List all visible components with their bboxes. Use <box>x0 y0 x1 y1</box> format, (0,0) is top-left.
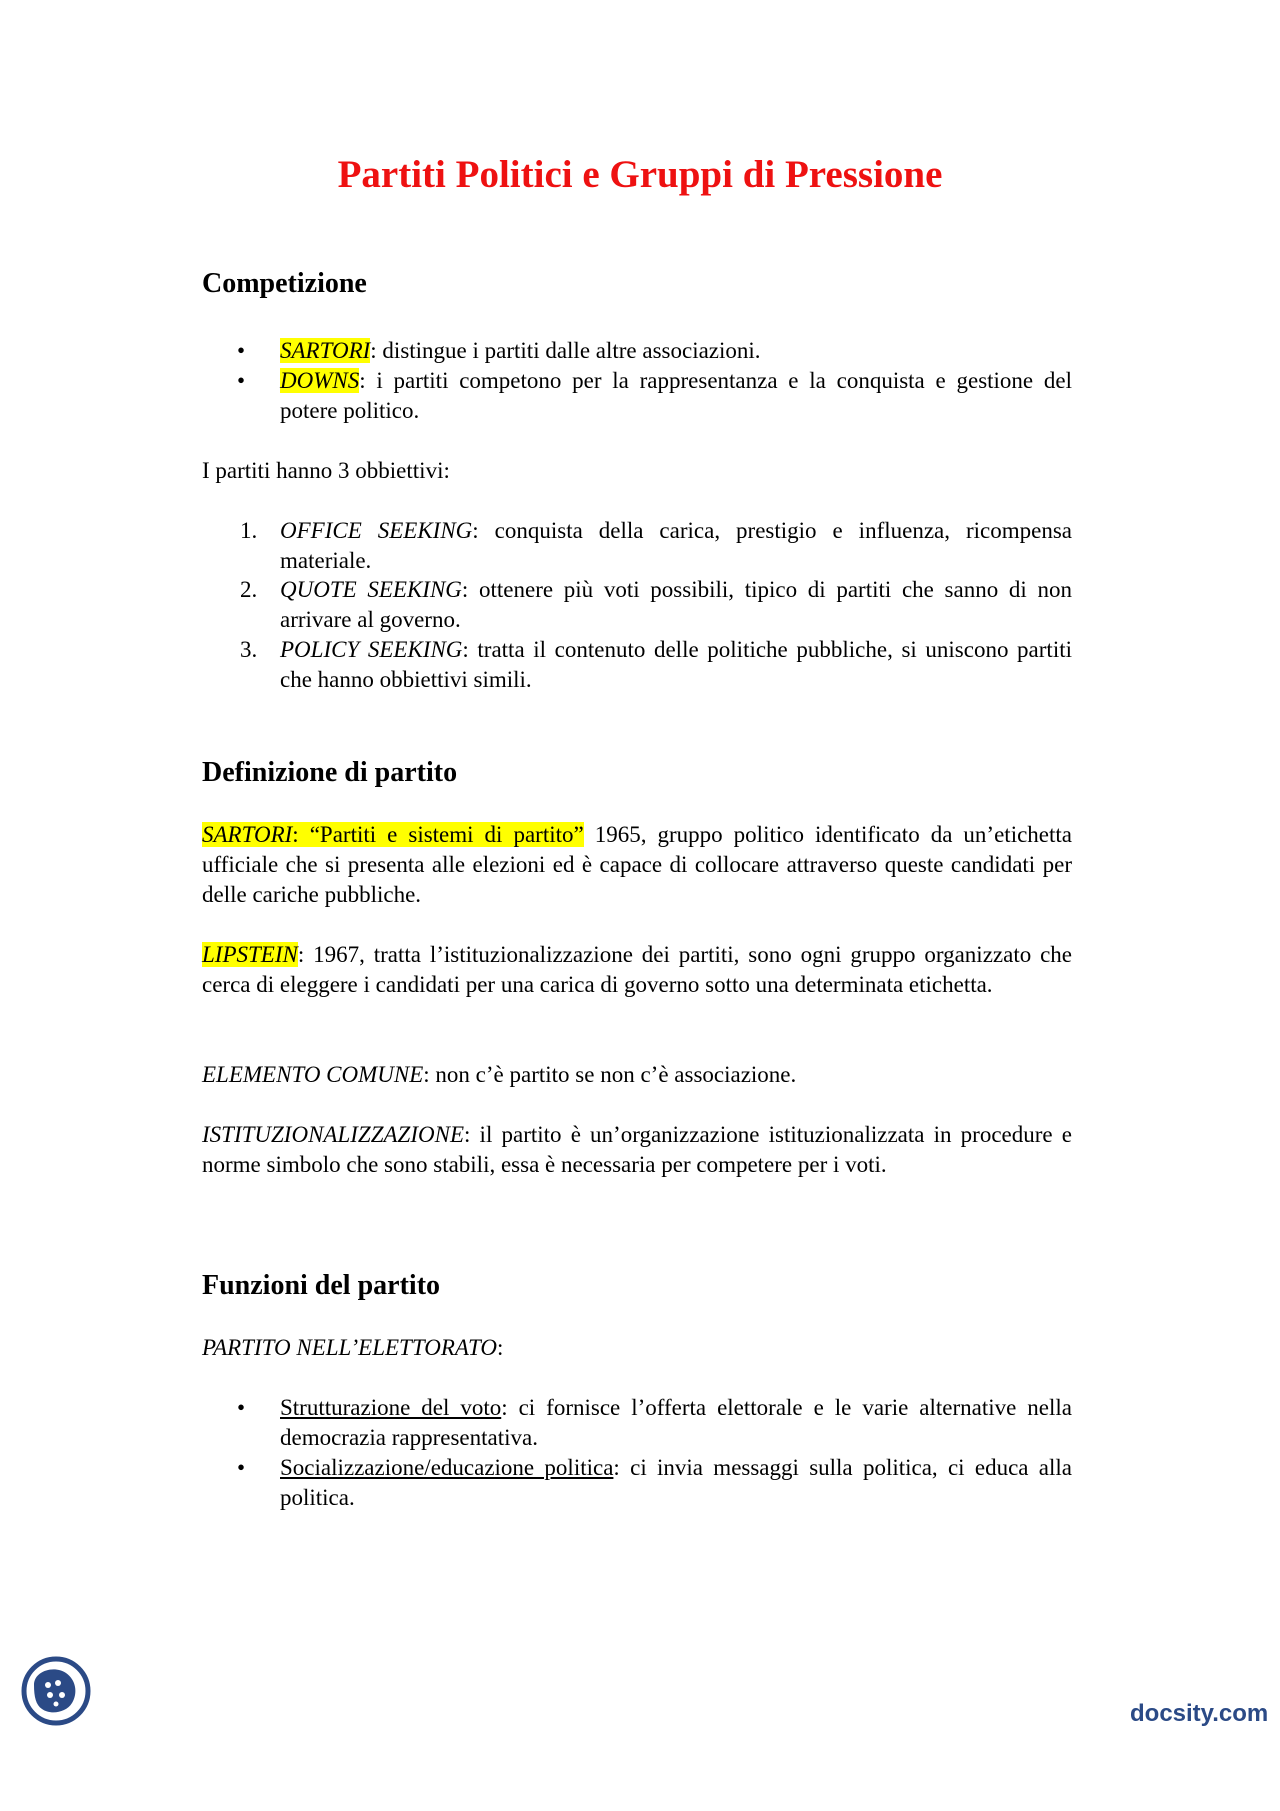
function-term: Socializzazione/educazione politica <box>280 1455 614 1480</box>
paragraph-text: : il partito è un’organizzazione istituzionalizzata in procedure e norme simbolo che sono stabili, essa è necessaria per competere per i voti. <box>202 1122 1072 1177</box>
paragraph-text: : non c’è partito se non c’è associazione. <box>423 1062 797 1087</box>
list-item <box>280 336 1072 366</box>
list-number: 2. <box>240 577 258 602</box>
objective-text: : ottenere più voti possibili, tipico di partiti che sanno di non arrivare al governo. <box>280 577 1072 632</box>
list-item <box>280 575 1072 635</box>
subheading-text: PARTITO NELL’ELETTORATO <box>202 1335 498 1360</box>
bullet-marker: • <box>237 1455 246 1480</box>
bullet-text: : distingue i partiti dalle altre associazioni. <box>370 338 761 363</box>
author-name: LIPSTEIN <box>202 942 298 967</box>
list-number: 3. <box>240 637 258 662</box>
objective-text: : conquista della carica, prestigio e influenza, ricompensa materiale. <box>280 518 1072 573</box>
term-name: ELEMENTO COMUNE <box>202 1062 424 1087</box>
author-name: DOWNS <box>280 368 360 393</box>
bullet-marker: • <box>237 1395 246 1420</box>
objective-name: POLICY SEEKING <box>280 637 463 662</box>
function-term: Strutturazione del voto <box>280 1395 502 1420</box>
bullet-marker: • <box>237 338 246 363</box>
author-name: SARTORI <box>280 338 371 363</box>
paragraph-text: : 1967, tratta l’istituzionalizzazione dei partiti, sono ogni gruppo organizzato che cerca di eleggere i candidati per una carica di governo sotto una determinata etichetta. <box>202 942 1072 997</box>
objective-name: OFFICE SEEKING <box>280 518 473 543</box>
docsity-logo-icon[interactable] <box>20 1655 92 1727</box>
section-heading-definizione: Definizione di partito <box>202 757 458 788</box>
paragraph-elemento-comune <box>202 1060 1072 1090</box>
subheading-elettorato <box>202 1333 1072 1363</box>
paragraph-intro: I partiti hanno 3 obbiettivi: <box>202 458 450 483</box>
bullet-text: : ci fornisce l’offerta elettorale e le varie alternative nella democrazia rappresentativa. <box>280 1395 1073 1450</box>
book-title: : “Partiti e sistemi di partito” <box>292 822 584 847</box>
list-item <box>280 1453 1072 1513</box>
list-item <box>280 516 1072 576</box>
list-item <box>280 635 1072 695</box>
list-item <box>280 366 1072 426</box>
docsity-brand-link[interactable]: docsity.com <box>1130 1700 1269 1727</box>
section-heading-competizione: Competizione <box>202 268 367 299</box>
highlighted-citation <box>202 822 584 847</box>
objective-name: QUOTE SEEKING <box>280 577 462 602</box>
author-name: SARTORI <box>202 822 293 847</box>
subheading-colon: : <box>497 1335 504 1360</box>
section-heading-funzioni: Funzioni del partito <box>202 1270 441 1301</box>
bullet-text: : i partiti competono per la rappresentanza e la conquista e gestione del potere politico. <box>280 368 1072 423</box>
objective-text: : tratta il contenuto delle politiche pubbliche, si uniscono partiti che hanno obbiettivi simili. <box>280 637 1072 692</box>
bullet-marker: • <box>237 368 246 393</box>
paragraph-istituzionalizzazione <box>202 1120 1072 1180</box>
list-number: 1. <box>240 518 258 543</box>
list-item <box>280 1393 1072 1453</box>
term-name: ISTITUZIONALIZZAZIONE <box>202 1122 464 1147</box>
paragraph-lipstein <box>202 940 1072 1000</box>
paragraph-text: 1965, gruppo politico identificato da un’etichetta ufficiale che si presenta alle elezioni ed è capace di collocare attraverso queste candidati per delle cariche pubbliche. <box>202 822 1072 907</box>
paragraph-sartori <box>202 820 1072 910</box>
document-title: Partiti Politici e Gruppi di Pressione <box>337 153 943 196</box>
bullet-text: : ci invia messaggi sulla politica, ci educa alla politica. <box>280 1455 1072 1510</box>
